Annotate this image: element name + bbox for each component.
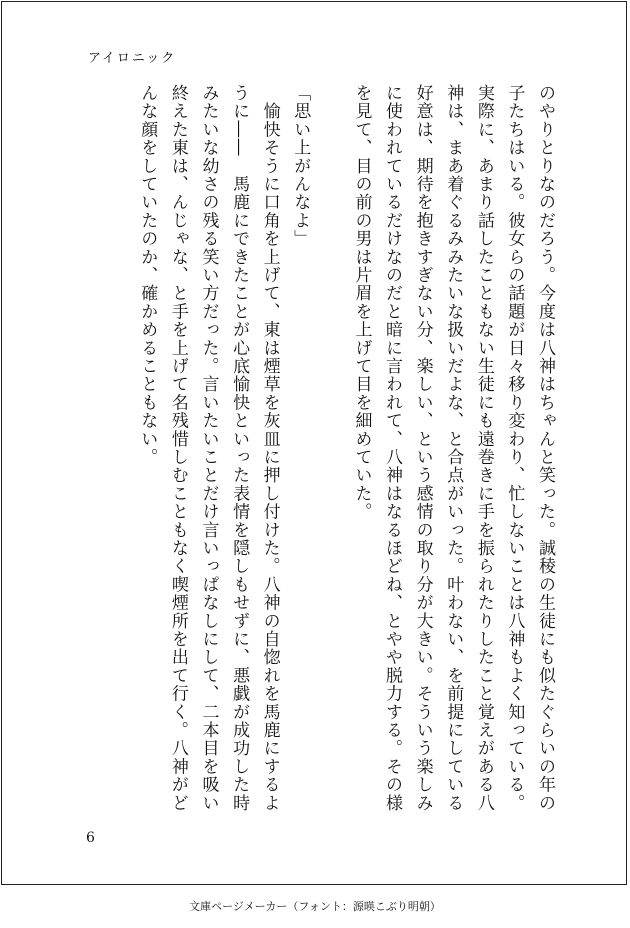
paragraph: 愉快そうに口角を上げて、東は煙草を灰皿に押し付けた。八神の自惚れを馬鹿にするように―― 馬鹿にできたことが心底愉快といった表情を隠しもせずに、悪戯が成功した時みたいな幼さの残る笑い方だった。言いたいことだけ言いっぱなしにして、二本目を吸い終えた東は、んじゃな、と手を上げて名残惜しむこともなく喫煙所を出て行く。八神がどんな顔をしていたのか、確かめることもない。	[137, 84, 280, 812]
page-number: 6	[86, 830, 95, 846]
vertical-body-text	[70, 84, 560, 824]
paragraph: 「思い上がんなよ」	[290, 84, 311, 248]
blank-line	[315, 84, 346, 824]
book-page	[1, 1, 627, 885]
running-title: アイロニック	[88, 51, 177, 66]
footer-credit: 文庫ページメーカー（フォント：源暎こぶり明朝）	[189, 900, 441, 913]
paragraph: のやりとりなのだろう。今度は八神はちゃんと笑った。誠稜の生徒にも似たぐらいの年の子たちはいる。彼女らの話題が日々移り変わり、忙しないことは八神もよく知っている。実際に、あまり話したこともない生徒にも遠巻きに手を振られたりしたこと覚えがある八神は、まあ着ぐるみみたいな扱いだよな、と合点がいった。叶わない、を前提にしている好意は、期待を抱きすぎない分、楽しい、という感情の取り分が大きい。そういう楽しみに使われているだけなのだと暗に言われて、八神はなるほどね、とやや脱力する。その様を見て、目の前の男は片眉を上げて目を細めていた。	[351, 84, 555, 812]
